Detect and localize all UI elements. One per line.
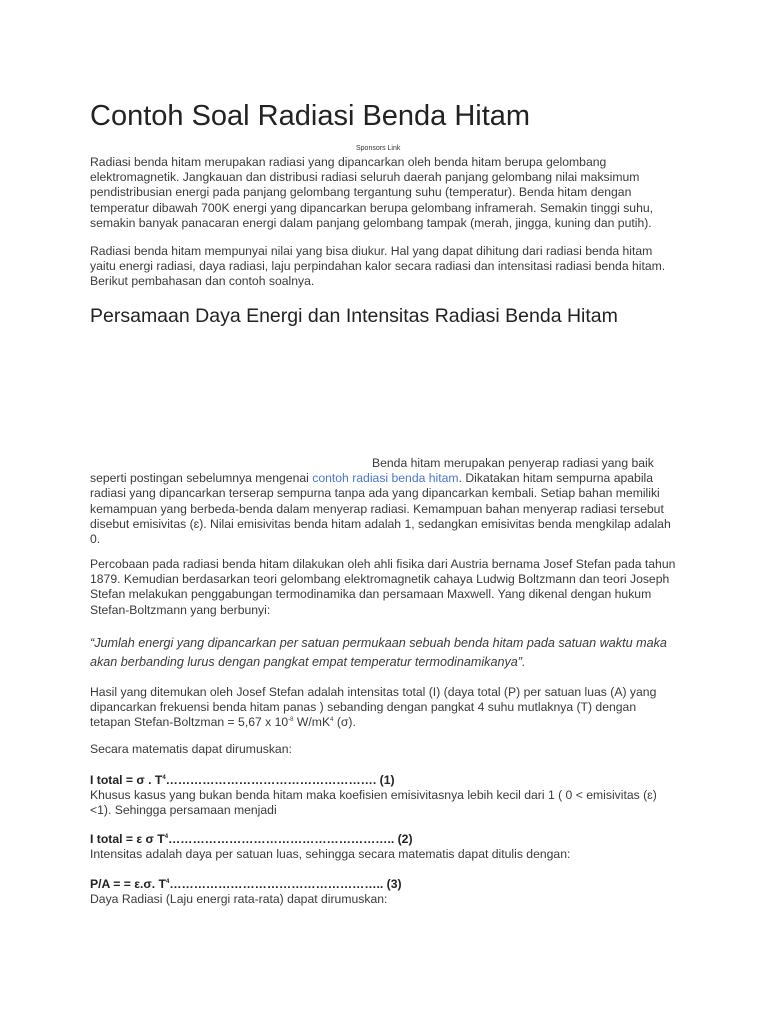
- experiment-paragraph: Percobaan pada radiasi benda hitam dilakukan oleh ahli fisika dari Austria bernama Josef Stefan pada tahun 1879. Kemudian berdasarkan teori gelombang elektromagnetik cahaya Ludwig Boltzmann dan teori Joseph Stefan melakukan penggabungan termodinamika dan persamaan Maxwell. Yang dikenal dengan hukum Stefan-Boltzmann yang berbunyi:: [90, 557, 676, 617]
- power-paragraph: Daya Radiasi (Laju energi rata-rata) dapat dirumuskan:: [90, 892, 388, 906]
- formula-3-tail: …………………………………………….. (3): [169, 877, 402, 891]
- sponsor-label: Sponsors Link: [356, 145, 401, 152]
- formula-2: [90, 832, 680, 847]
- result-text: Hasil yang ditemukan oleh Josef Stefan adalah intensitas total (I) (daya total (P) per satuan luas (A) yang dipancarkan frekuensi benda hitam panas ) sebanding dengan pangkat 4 suhu mutlaknya (T) dengan tetapan Stefan-Boltzman = 5,67 x 10: [90, 685, 657, 730]
- formula-3-exponent: 4: [165, 878, 170, 885]
- formula-1-tail: ……………………………………………. (1): [165, 773, 395, 787]
- intro-paragraph-1: Radiasi benda hitam merupakan radiasi yang dipancarkan oleh benda hitam berupa gelombang elektromagnetik. Jangkauan dan distribusi radiasi seluruh daerah panjang gelombang nilai maksimum pendistribusian energi pada panjang gelombang tergantung suhu (temperatur). Benda hitam dengan temperatur dibawah 700K energi yang dipancarkan berupa gelombang inframerah. Semakin tinggi suhu, semakin banyak panacaran energi dalam panjang gelombang tampak (merah, jingga, kuning dan putih).: [90, 155, 654, 230]
- black-body-link[interactable]: contoh radiasi benda hitam: [312, 471, 459, 486]
- absorber-text-before: Benda hitam merupakan penyerap radiasi yang baik seperti postingan sebelumnya mengenai: [90, 456, 654, 486]
- result-unit-exponent: 4: [330, 717, 334, 724]
- result-exponent: -8: [288, 717, 294, 724]
- result-paragraph: [90, 685, 680, 731]
- absorber-paragraph: [90, 456, 680, 547]
- formula-2-tail: ……………………………………………….. (2): [168, 832, 413, 846]
- formula-2-lead: I total = ε σ T: [90, 832, 165, 846]
- formula-3-lead: P/A = = ε.σ. T: [90, 877, 166, 891]
- math-intro: Secara matematis dapat dirumuskan:: [90, 742, 292, 756]
- special-case-paragraph: Khusus kasus yang bukan benda hitam maka koefisien emisivitasnya lebih kecil dari 1 ( 0 < emisivitas (ɛ) <1). Sehingga persamaan menjadi: [90, 788, 657, 818]
- result-tail: (σ).: [333, 715, 356, 730]
- section-heading: Persamaan Daya Energi dan Intensitas Radiasi Benda Hitam: [90, 305, 618, 327]
- page-title: Contoh Soal Radiasi Benda Hitam: [90, 100, 531, 132]
- formula-1-exponent: 4: [162, 774, 166, 781]
- intensity-paragraph: Intensitas adalah daya per satuan luas, sehingga secara matematis dapat ditulis dengan:: [90, 847, 571, 861]
- intro-paragraph-2: Radiasi benda hitam mempunyai nilai yang bisa diukur. Hal yang dapat dihitung dari radiasi benda hitam yaitu energi radiasi, daya radiasi, laju perpindahan kalor secara radiasi dan intensitasi radiasi benda hitam. Berikut pembahasan dan contoh soalnya.: [90, 244, 666, 289]
- formula-2-exponent: 4: [164, 833, 169, 840]
- absorber-text-after: . Dikatakan hitam sempurna apabila radiasi yang dipancarkan terserap sempurna tanpa ada yang dipancarkan kembali. Setiap bahan memiliki kemampuan yang berbeda-benda dalam menyerap radiasi. Kemampuan bahan menyerap radiasi tersebut disebut emisivitas (ɛ). Nilai emisivitas benda hitam adalah 1, sedangkan emisivitas benda mengkilap adalah 0.: [90, 471, 671, 547]
- formula-1-lead: I total = σ . T: [90, 773, 163, 787]
- formula-3: [90, 877, 680, 892]
- stefan-boltzmann-quote: “Jumlah energi yang dipancarkan per satuan permukaan sebuah benda hitam pada satuan waktu maka akan berbanding lurus dengan pangkat empat temperatur termodinamikanya”.: [90, 636, 667, 669]
- result-unit: W/mK: [293, 715, 331, 730]
- formula-1: [90, 773, 680, 788]
